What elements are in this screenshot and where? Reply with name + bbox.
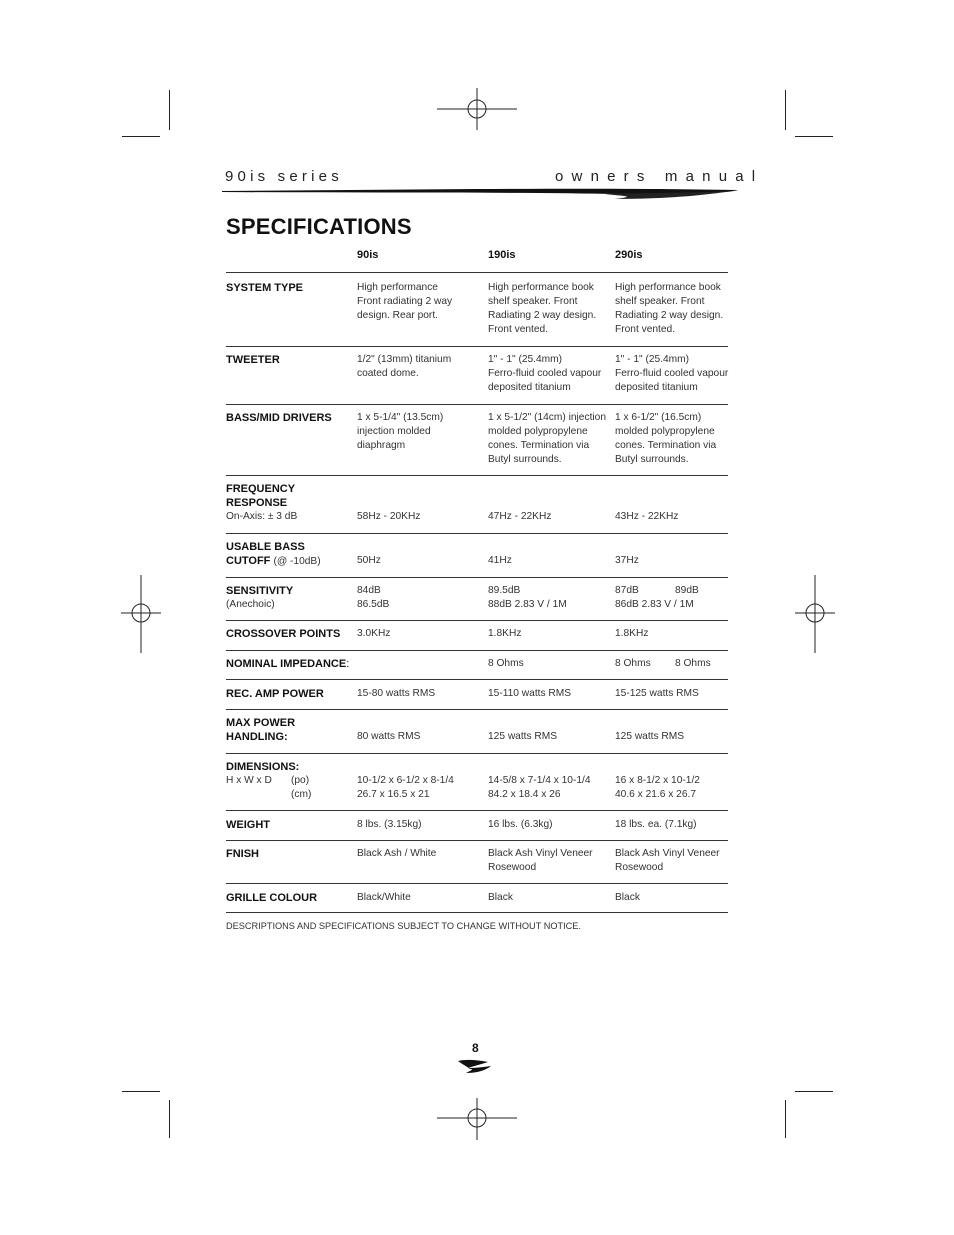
table-rule (226, 753, 728, 754)
row-label-suffix: : (346, 658, 350, 670)
table-cell: 3.0KHz (357, 628, 391, 639)
table-cell: 43Hz - 22KHz (615, 511, 679, 522)
table-cell: 47Hz - 22KHz (488, 511, 552, 522)
page-number: 8 (472, 1041, 479, 1055)
row-label: WEIGHT (226, 819, 270, 831)
row-label: SYSTEM TYPE (226, 282, 304, 294)
row-sublabel: On-Axis: ± 3 dB (226, 511, 298, 522)
table-rule (226, 650, 728, 651)
row-label: USABLE BASS CUTOFF (@ -10dB) (226, 541, 321, 567)
table-cell: 10-1/2 x 6-1/2 x 8-1/4 26.7 x 16.5 x 21 (357, 775, 454, 800)
table-cell: Black (615, 892, 640, 903)
table-cell: 1" - 1" (25.4mm) Ferro-fluid cooled vapour deposited titanium (488, 354, 602, 393)
table-cell: Black (488, 892, 513, 903)
table-cell: High performance book shelf speaker. Front Radiating 2 way design. Front vented. (488, 282, 597, 335)
row-label: SENSITIVITY (226, 585, 294, 597)
table-cell: 89.5dB 88dB 2.83 V / 1M (488, 585, 567, 610)
row-label: FNISH (226, 848, 259, 860)
table-rule (226, 577, 728, 578)
registration-mark-top (437, 88, 517, 132)
registration-mark-right (795, 575, 835, 655)
table-cell: 1 x 6-1/2" (16.5cm) molded polypropylene cones. Termination via Butyl surrounds. (615, 412, 717, 465)
row-sublabel: H x W x D (226, 775, 272, 786)
table-cell: 16 lbs. (6.3kg) (488, 819, 553, 830)
table-cell: 50Hz (357, 555, 381, 566)
registration-mark-left (121, 575, 161, 655)
table-cell: 15-125 watts RMS (615, 688, 699, 699)
footnote: DESCRIPTIONS AND SPECIFICATIONS SUBJECT TO CHANGE WITHOUT NOTICE. (226, 921, 581, 931)
column-header-90is: 90is (357, 249, 379, 261)
table-rule (226, 883, 728, 884)
row-label: FREQUENCY RESPONSE (226, 483, 296, 509)
table-cell: 15-110 watts RMS (488, 688, 572, 699)
table-cell: 8 Ohms (488, 658, 524, 669)
row-label: MAX POWER HANDLING: (226, 717, 296, 743)
table-rule (226, 709, 728, 710)
table-rule (226, 533, 728, 534)
table-cell: 1 x 5-1/4" (13.5cm) injection molded diaphragm (357, 412, 444, 451)
table-cell: 80 watts RMS (357, 731, 421, 742)
table-cell: 84dB 86.5dB (357, 585, 390, 610)
table-cell: 1.8KHz (488, 628, 522, 639)
header-series: 90is series (225, 168, 343, 185)
table-cell: Black/White (357, 892, 411, 903)
row-label: BASS/MID DRIVERS (226, 412, 332, 424)
table-rule (226, 272, 728, 273)
table-rule (226, 404, 728, 405)
table-cell: High performance Front radiating 2 way design. Rear port. (357, 282, 453, 321)
table-cell: 125 watts RMS (615, 731, 685, 742)
row-label: NOMINAL IMPEDANCE: (226, 658, 350, 670)
table-cell: 1/2" (13mm) titanium coated dome. (357, 354, 452, 379)
table-cell: 37Hz (615, 555, 639, 566)
table-cell: 58Hz - 20KHz (357, 511, 421, 522)
table-cell: Black Ash Vinyl Veneer Rosewood (488, 848, 593, 873)
table-cell: Black Ash Vinyl Veneer Rosewood (615, 848, 720, 873)
brand-swoosh-icon (456, 1057, 494, 1075)
row-label: GRILLE COLOUR (226, 892, 318, 904)
row-label: TWEETER (226, 354, 280, 366)
table-rule (226, 840, 728, 841)
column-header-290is: 290is (615, 249, 643, 261)
table-cell: 1" - 1" (25.4mm) Ferro-fluid cooled vapour deposited titanium (615, 354, 729, 393)
table-rule (226, 346, 728, 347)
table-rule (226, 620, 728, 621)
table-cell: 87dB 86dB 2.83 V / 1M (615, 585, 694, 610)
table-rule (226, 679, 728, 680)
table-cell-extra: 89dB (675, 585, 699, 596)
page-title: SPECIFICATIONS (226, 214, 412, 239)
row-label: REC. AMP POWER (226, 688, 324, 700)
table-rule (226, 810, 728, 811)
table-cell: 16 x 8-1/2 x 10-1/2 40.6 x 21.6 x 26.7 (615, 775, 700, 800)
row-sublabel-unit: (po) (291, 775, 310, 786)
table-cell: 125 watts RMS (488, 731, 558, 742)
row-label: DIMENSIONS: (226, 761, 300, 773)
header-brush-stroke (220, 184, 742, 204)
table-cell: 1.8KHz (615, 628, 649, 639)
registration-mark-bottom (437, 1098, 517, 1142)
column-header-190is: 190is (488, 249, 516, 261)
table-cell: 41Hz (488, 555, 512, 566)
table-rule (226, 912, 728, 913)
row-sublabel-unit: (cm) (291, 789, 312, 800)
header-manual: owners manual (555, 168, 764, 185)
table-cell: 8 lbs. (3.15kg) (357, 819, 422, 830)
table-rule (226, 475, 728, 476)
row-sublabel: (Anechoic) (226, 599, 275, 610)
table-cell: 15-80 watts RMS (357, 688, 436, 699)
table-cell: High performance book shelf speaker. Front Radiating 2 way design. Front vented. (615, 282, 724, 335)
table-cell: 14-5/8 x 7-1/4 x 10-1/4 84.2 x 18.4 x 26 (488, 775, 591, 800)
row-label: CROSSOVER POINTS (226, 628, 341, 640)
table-cell: 18 lbs. ea. (7.1kg) (615, 819, 697, 830)
table-cell: Black Ash / White (357, 848, 437, 859)
table-cell: 1 x 5-1/2" (14cm) injection molded polypropylene cones. Termination via Butyl surrounds. (488, 412, 606, 465)
table-cell-extra: 8 Ohms (675, 658, 711, 669)
table-cell: 8 Ohms (615, 658, 651, 669)
row-label-suffix: (@ -10dB) (273, 556, 321, 567)
